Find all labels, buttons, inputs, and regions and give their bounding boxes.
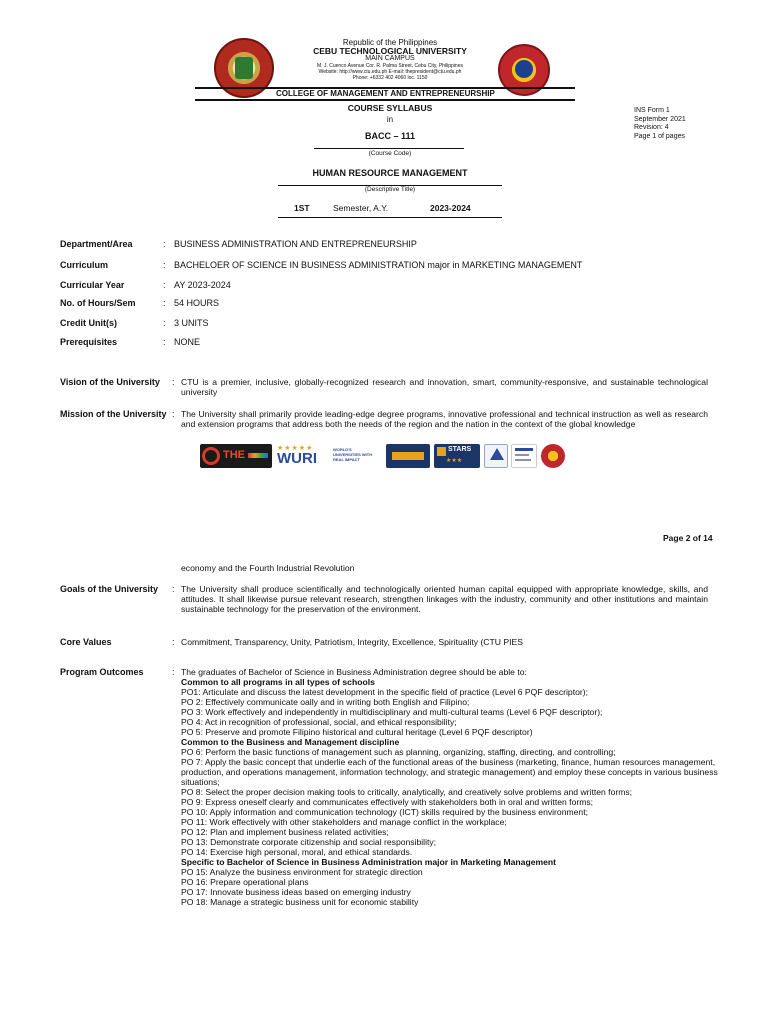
university-seal-logo bbox=[214, 38, 274, 98]
goals-label: Goals of the University bbox=[60, 584, 159, 594]
program-outcomes-list bbox=[181, 667, 721, 907]
address-line: M. J. Cuenco Avenue Cor. R. Palma Street, Cebu City, Philippines bbox=[317, 63, 463, 69]
syllabus-in: in bbox=[386, 115, 394, 124]
po-item: PO 8: Select the proper decision making tools to critically, analytically, and creatively solve problems and written forms; bbox=[181, 787, 633, 797]
semester-value: 1ST bbox=[294, 203, 310, 213]
info-value-prerequisites: NONE bbox=[174, 337, 201, 347]
page-number bbox=[663, 533, 713, 543]
mission-colon: : bbox=[172, 409, 175, 419]
wurl-stars-icon: ★★★★★ bbox=[277, 445, 314, 452]
msl-bar bbox=[515, 459, 531, 461]
info-colon: : bbox=[163, 298, 166, 308]
accreditation-badge bbox=[386, 444, 430, 468]
descriptive-caption: (Descriptive Title) bbox=[364, 186, 416, 193]
the-colorbar bbox=[248, 453, 268, 458]
po-item: PO 5: Preserve and promote Filipino historical and cultural heritage (Level 6 PQF descriptor) bbox=[181, 727, 533, 737]
semester-underline bbox=[278, 217, 502, 218]
info-label-department: Department/Area bbox=[60, 239, 133, 249]
form-page: Page 1 of pages bbox=[634, 132, 685, 140]
stars-rating-icon: ★★★ bbox=[446, 458, 463, 464]
info-label-curriculum: Curriculum bbox=[60, 260, 109, 270]
form-date: September 2021 bbox=[634, 115, 686, 123]
form-revision: Revision: 4 bbox=[634, 124, 669, 131]
academic-year: 2023-2024 bbox=[430, 203, 471, 213]
core-values-colon: : bbox=[172, 637, 175, 647]
page-of: of bbox=[690, 533, 704, 543]
republic-line: Republic of the Philippines bbox=[342, 38, 438, 47]
university-name: CEBU TECHNOLOGICAL UNIVERSITY bbox=[313, 46, 467, 56]
website-line: Website: http://www.ctu.edu.ph E-mail: thepresident@ctu.edu.ph bbox=[318, 69, 462, 75]
po-heading-common: Common to all programs in all types of schools bbox=[181, 677, 375, 687]
page-current: 2 bbox=[685, 533, 691, 543]
course-code-underline bbox=[314, 148, 464, 149]
syllabus-title: COURSE SYLLABUS bbox=[347, 103, 433, 113]
form-info bbox=[634, 107, 686, 141]
college-name: COLLEGE OF MANAGEMENT AND ENTREPRENEURSHIP bbox=[276, 89, 495, 98]
po-item: PO 17: Innovate business ideas based on emerging industry bbox=[181, 887, 411, 897]
certification-logo bbox=[484, 444, 508, 468]
po-item: PO 16: Prepare operational plans bbox=[181, 877, 309, 887]
po-item: PO 4: Act in recognition of professional, social, and ethical responsibility; bbox=[181, 717, 457, 727]
po-item: PO 11: Work effectively with other stakeholders and manage conflict in the workplace; bbox=[181, 817, 507, 827]
info-value-curricular-year: AY 2023-2024 bbox=[174, 280, 231, 290]
info-value-department: BUSINESS ADMINISTRATION AND ENTREPRENEURSHIP bbox=[174, 239, 417, 249]
info-colon: : bbox=[163, 260, 166, 270]
po-item: PO 10: Apply information and communication technology (ICT) skills required by the business environment; bbox=[181, 807, 588, 817]
accreditation-badge-bar bbox=[392, 452, 424, 460]
vision-colon: : bbox=[172, 377, 175, 387]
po-heading-business: Common to the Business and Management discipline bbox=[181, 737, 400, 747]
stars-square-icon bbox=[437, 447, 446, 456]
page-total: 14 bbox=[703, 533, 713, 543]
info-label-hours: No. of Hours/Sem bbox=[60, 298, 136, 308]
campus-name: MAIN CAMPUS bbox=[365, 55, 415, 62]
mission-label: Mission of the University bbox=[60, 409, 167, 419]
wurl-label: WURI bbox=[277, 450, 317, 467]
goals-colon: : bbox=[172, 584, 175, 594]
core-values-text: Commitment, Transparency, Unity, Patriotism, Integrity, Excellence, Spirituality (CTU PIES bbox=[181, 637, 523, 647]
po-item: PO 14: Exercise high personal, moral, and ethical standards. bbox=[181, 847, 413, 857]
program-outcomes-label: Program Outcomes bbox=[60, 667, 144, 677]
info-label-prerequisites: Prerequisites bbox=[60, 337, 118, 347]
po-item: PO1: Articulate and discuss the latest development in the specific field of practice (Level 6 PQF descriptor); bbox=[181, 687, 588, 697]
header-rule-bottom bbox=[195, 99, 575, 101]
phone-line: Phone: +6332 402 4060 loc. 1150 bbox=[352, 75, 428, 81]
goals-text: The University shall produce scientifically and technologically oriented human capital equipped with appropriate knowledge, skills, and attitudes. It shall likewise pursue relevant research, strengthen linkages with the industry, community and other institutions and maintain sustainable technology for the preservation of the environment. bbox=[181, 584, 708, 614]
msl-bar bbox=[515, 454, 529, 456]
course-code: BACC – 111 bbox=[364, 131, 416, 141]
mission-continuation: economy and the Fourth Industrial Revolution bbox=[181, 563, 355, 573]
partner-seal-logo bbox=[541, 444, 565, 468]
the-ring-icon bbox=[202, 447, 220, 465]
po-intro: The graduates of Bachelor of Science in Business Administration degree should be able to: bbox=[181, 667, 527, 677]
vision-text: CTU is a premier, inclusive, globally-recognized research and innovation, smart, community-responsive, and sustainable technological university bbox=[181, 377, 708, 397]
info-colon: : bbox=[163, 239, 166, 249]
course-code-caption: (Course Code) bbox=[368, 150, 412, 157]
mission-text: The University shall primarily provide leading-edge degree programs, innovative professional and technical instruction as well as research and extension programs that address both the needs of the region and the nation in the context of the global knowledge bbox=[181, 409, 708, 429]
the-label: THE bbox=[223, 449, 245, 461]
info-colon: : bbox=[163, 337, 166, 347]
vision-label: Vision of the University bbox=[60, 377, 160, 387]
semester-label: Semester, A.Y. bbox=[333, 203, 389, 213]
management-system-logo bbox=[511, 444, 537, 468]
stars-rating-logo bbox=[434, 444, 480, 468]
program-outcomes-colon: : bbox=[172, 667, 175, 677]
wurl-caption: WORLD'S UNIVERSITIES WITH REAL IMPACT bbox=[333, 447, 373, 462]
wurl-ranking-logo bbox=[275, 444, 375, 468]
po-item: PO 7: Apply the basic concept that underlie each of the functional areas of the business (marketing, finance, human resources management, production, and operations management, information technology, and strategic management) and employ these concepts in various business situations; bbox=[181, 757, 718, 787]
descriptive-title: HUMAN RESOURCE MANAGEMENT bbox=[312, 168, 468, 178]
info-colon: : bbox=[163, 318, 166, 328]
core-values-label: Core Values bbox=[60, 637, 112, 647]
info-colon: : bbox=[163, 280, 166, 290]
page-label: Page bbox=[663, 533, 686, 543]
info-value-credit-units: 3 UNITS bbox=[174, 318, 209, 328]
the-ranking-logo bbox=[200, 444, 272, 468]
info-label-credit-units: Credit Unit(s) bbox=[60, 318, 117, 328]
msl-bar bbox=[515, 448, 533, 451]
info-label-curricular-year: Curricular Year bbox=[60, 280, 125, 290]
po-item: PO 12: Plan and implement business related activities; bbox=[181, 827, 389, 837]
stars-label: STARS bbox=[448, 446, 472, 453]
po-item: PO 2: Effectively communicate oally and in writing both English and Filipino; bbox=[181, 697, 470, 707]
info-value-hours: 54 HOURS bbox=[174, 298, 220, 308]
po-item: PO 18: Manage a strategic business unit for economic stability bbox=[181, 897, 419, 907]
form-number: INS Form 1 bbox=[634, 107, 670, 114]
po-item: PO 3: Work effectively and independently in multidisciplinary and multi-cultural teams (Level 6 PQF descriptor); bbox=[181, 707, 603, 717]
po-item: PO 13: Demonstrate corporate citizenship and social responsibility; bbox=[181, 837, 437, 847]
info-value-curriculum: BACHELOER OF SCIENCE IN BUSINESS ADMINISTRATION major in MARKETING MANAGEMENT bbox=[174, 260, 583, 270]
triangle-icon bbox=[490, 448, 504, 460]
po-item: PO 15: Analyze the business environment for strategic direction bbox=[181, 867, 423, 877]
po-item: PO 9: Express oneself clearly and communicates effectively with stakeholders both in oral and written forms; bbox=[181, 797, 594, 807]
po-item: PO 6: Perform the basic functions of management such as planning, organizing, staffing, directing, and controlling; bbox=[181, 747, 616, 757]
po-heading-marketing: Specific to Bachelor of Science in Business Administration major in Marketing Management bbox=[181, 857, 557, 867]
